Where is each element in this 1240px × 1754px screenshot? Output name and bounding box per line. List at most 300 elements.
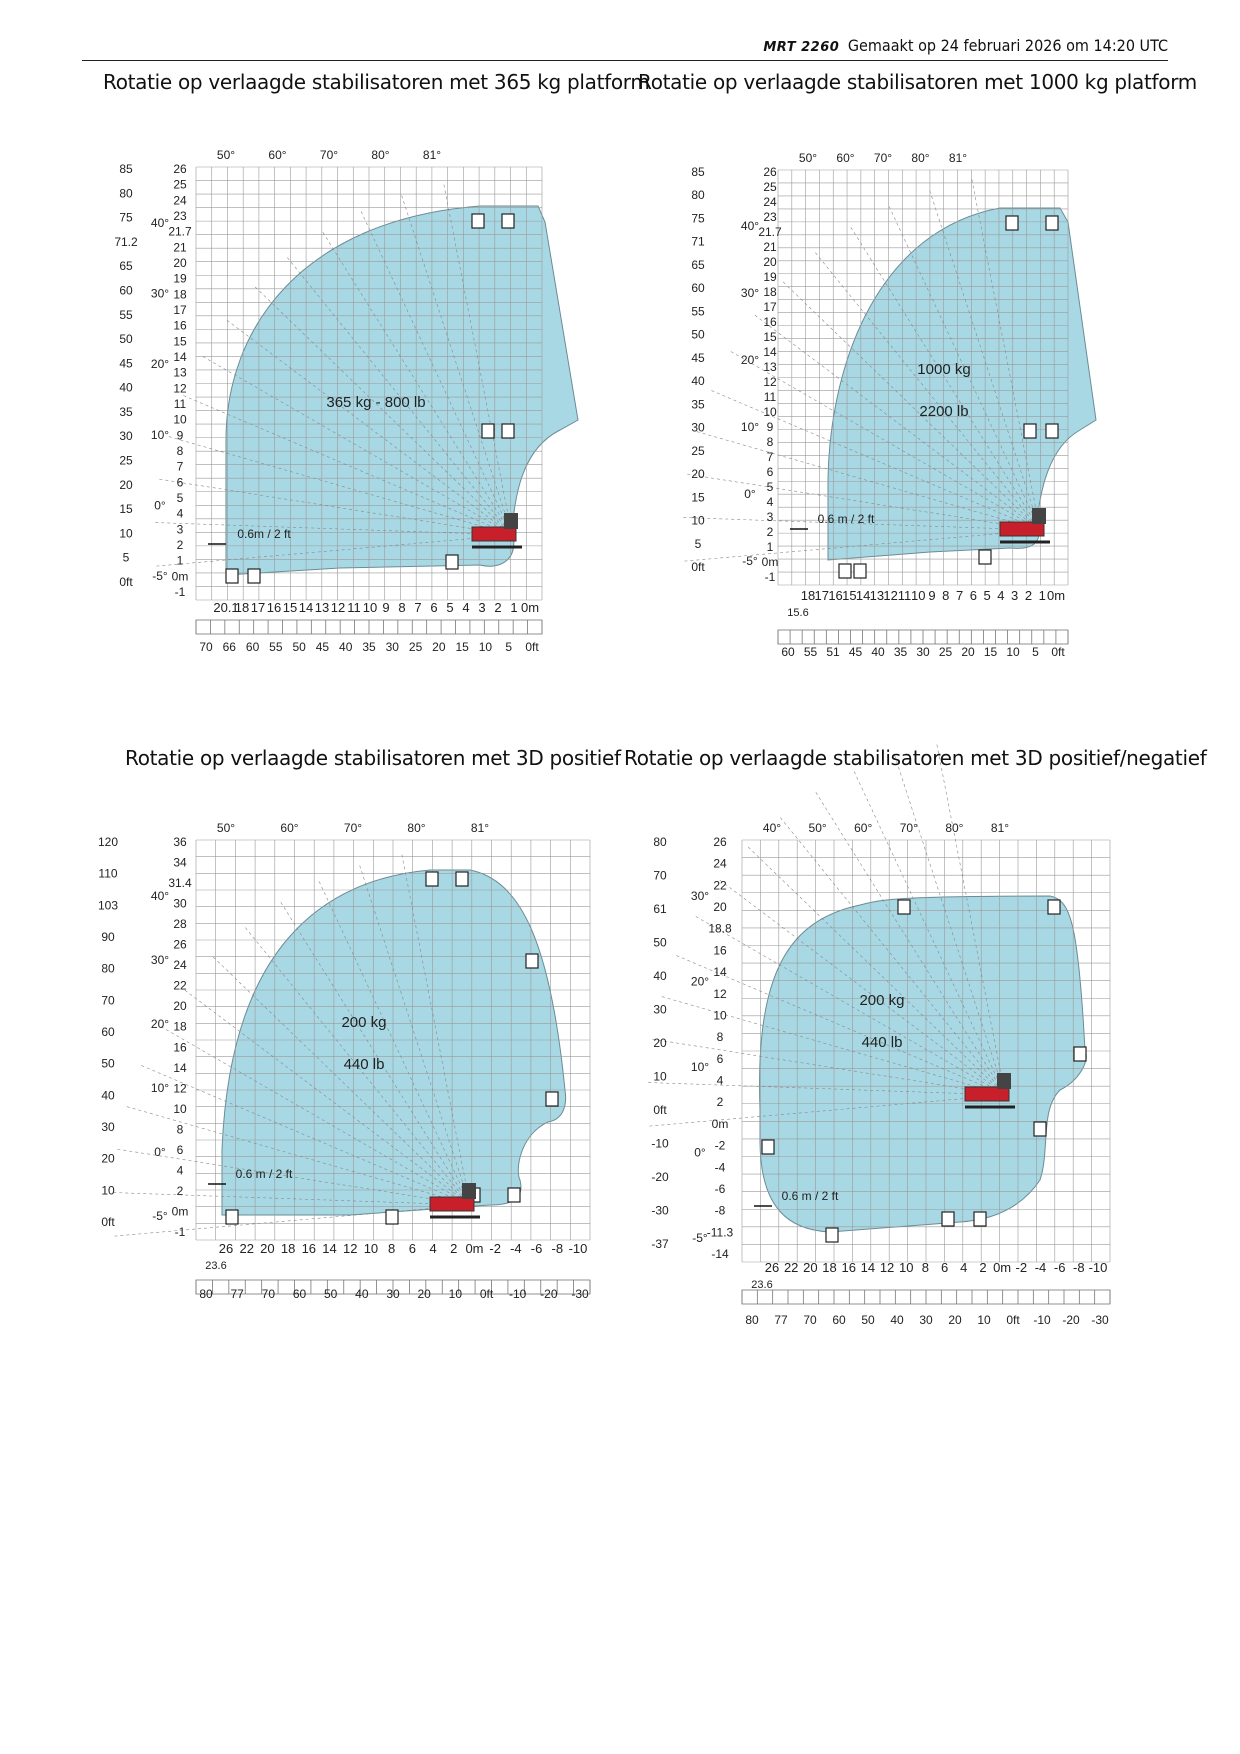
y-tick-ft-label: 55 — [119, 307, 133, 322]
angle-top-label: 50° — [216, 148, 236, 162]
y-tick-ft-label: 25 — [691, 443, 705, 458]
chart-4 — [645, 742, 1110, 1327]
y-tick-ft-label: 5 — [694, 536, 702, 551]
angle-left-label: 30° — [150, 953, 170, 967]
platform-cage-icon — [426, 872, 438, 886]
x-tick-ft-label: 50 — [292, 640, 306, 654]
y-tick-m-label: 9 — [766, 420, 774, 434]
x-tick-m-label: 20.1 — [213, 600, 239, 615]
y-tick-m-label: 20 — [763, 255, 777, 269]
x-tick-ft-label: 55 — [269, 640, 283, 654]
y-tick-ft-label: 61 — [653, 902, 667, 916]
telehandler-cab — [997, 1073, 1011, 1089]
x-tick-m-label: 0m — [993, 1260, 1012, 1275]
x-tick-ft-label: 60 — [245, 640, 260, 654]
angle-top-label: 81° — [470, 821, 490, 835]
x-tick-ft-label: 51 — [826, 645, 840, 659]
x-tick-m-label: 22 — [783, 1260, 799, 1275]
x-tick-m-label: 16 — [828, 588, 843, 603]
x-tick-m-label: 10 — [362, 600, 378, 615]
x-tick-ft-label: 10 — [977, 1313, 991, 1327]
y-tick-m-label: -1 — [174, 585, 186, 599]
platform-cage-icon — [502, 214, 514, 228]
y-tick-ft-label: 10 — [101, 1183, 115, 1198]
x-tick-ft-label: -10 — [1033, 1313, 1051, 1327]
x-tick-ft-label: 40 — [890, 1313, 904, 1327]
created-date: Gemaakt op 24 februari 2026 om 14:20 UTC — [847, 36, 1168, 55]
angle-top-label: 60° — [836, 151, 855, 165]
x-tick-m-label: -6 — [530, 1241, 543, 1256]
y-tick-m-label: 3 — [176, 522, 184, 537]
y-tick-ft-label: 71.2 — [114, 234, 138, 249]
y-tick-m-label: 30 — [173, 896, 187, 911]
angle-left-label: 20° — [150, 1017, 170, 1031]
x-tick-m-label: 12 — [330, 600, 346, 615]
angle-left-label: -5° — [152, 1209, 168, 1223]
x-tick-m-label: 9 — [382, 600, 390, 615]
y-tick-m-label: -1 — [174, 1225, 186, 1239]
y-tick-ft-label: 80 — [691, 188, 705, 203]
platform-cage-icon — [1034, 1122, 1046, 1136]
x-tick-m-label: 14 — [860, 1260, 876, 1275]
y-tick-ft-label: 80 — [101, 961, 115, 976]
angle-left-label: 20° — [740, 353, 760, 367]
y-tick-m-label: 4 — [716, 1073, 724, 1088]
x-tick-ft-label: 50 — [861, 1313, 875, 1327]
angle-top-label: 60° — [854, 821, 873, 835]
x-tick-ft-label: 10 — [1006, 645, 1020, 659]
platform-cage-icon — [762, 1140, 774, 1154]
y-tick-m-label: 1 — [766, 540, 774, 554]
y-tick-ft-label: 45 — [119, 356, 133, 371]
capacity-label: 1000 kg — [917, 361, 971, 378]
y-tick-ft-label: -20 — [651, 1170, 669, 1184]
angle-left-label: 40° — [150, 889, 170, 903]
x-tick-m-label: 6 — [408, 1241, 416, 1256]
x-tick-ft-label: 35 — [362, 640, 376, 654]
y-tick-ft-label: 35 — [119, 404, 133, 419]
platform-cage-icon — [898, 900, 910, 914]
x-tick-ft-label: 15 — [455, 640, 469, 654]
y-tick-ft-label: 70 — [101, 993, 115, 1008]
angle-top-label: 80° — [371, 148, 390, 162]
x-tick-ft-label: 35 — [893, 645, 908, 659]
x-tick-ft-label: 77 — [230, 1287, 244, 1301]
x-tick-m-label: 20 — [803, 1260, 818, 1275]
x-tick-ft-label: 0ft — [479, 1287, 494, 1301]
angle-top-label: 60° — [268, 148, 287, 162]
y-tick-ft-label: 75 — [119, 210, 133, 225]
y-tick-m-label: 16 — [173, 1040, 187, 1055]
x-tick-m-label: 1 — [510, 600, 518, 615]
x-tick-m-label: -10 — [568, 1241, 588, 1256]
y-tick-m-label: 22 — [173, 978, 187, 993]
x-tick-m-label: -4 — [1034, 1260, 1047, 1275]
y-tick-m-label: 24 — [173, 958, 187, 973]
x-tick-ft-label: 45 — [315, 640, 330, 654]
y-tick-m-label: 9 — [176, 428, 184, 443]
x-tick-m-label: 14 — [298, 600, 314, 615]
x-tick-m-label: 4 — [997, 588, 1005, 603]
y-tick-ft-label: 90 — [101, 930, 115, 944]
x-tick-m-label: 6 — [430, 600, 438, 615]
y-tick-ft-label: 110 — [98, 866, 118, 881]
x-tick-ft-label: 5 — [505, 640, 513, 654]
offset-label: 0.6m / 2 ft — [237, 527, 291, 541]
y-tick-m-label: 8 — [176, 1122, 184, 1137]
y-tick-m-label: 26 — [173, 937, 187, 952]
y-tick-ft-label: 65 — [691, 257, 705, 272]
platform-cage-icon — [1046, 216, 1058, 230]
x-tick-ft-label: 80 — [745, 1313, 759, 1327]
telehandler-body — [965, 1087, 1009, 1101]
y-tick-m-label: 19 — [173, 271, 187, 286]
y-tick-m-label: 26 — [173, 162, 187, 176]
x-tick-m-label: 4 — [462, 600, 470, 615]
capacity-label: 200 kg — [859, 992, 905, 1009]
chart-3 — [98, 821, 590, 1301]
y-tick-m-label: 14 — [713, 965, 727, 980]
y-tick-ft-label: 60 — [691, 281, 705, 296]
x-tick-ft-label: 66 — [222, 640, 236, 654]
angle-top-label: 70° — [873, 151, 893, 165]
y-tick-m-label: 24 — [173, 193, 187, 208]
x-tick-ft-label: 50 — [323, 1287, 338, 1301]
platform-cage-icon — [1074, 1047, 1086, 1061]
platform-cage-icon — [482, 424, 494, 438]
x-tick-m-label: 5 — [446, 600, 454, 615]
y-tick-m-label: 23 — [173, 209, 187, 223]
angle-top-label: 50° — [216, 821, 236, 835]
angle-top-label: 81° — [948, 151, 968, 165]
x-tick-ft-label: -10 — [508, 1287, 527, 1301]
x-tick-m-label: 18 — [234, 600, 250, 615]
x-tick-ft-label: 0ft — [525, 640, 539, 654]
y-tick-m-label: 25 — [173, 177, 187, 192]
x-tick-m-label: 7 — [414, 600, 422, 615]
y-tick-ft-label: 10 — [653, 1069, 667, 1084]
x-tick-m-label: 4 — [429, 1241, 437, 1256]
x-tick-m-label: 22 — [239, 1241, 254, 1256]
x-tick-m-label: 20 — [260, 1241, 275, 1256]
x-tick-m-label: -8 — [551, 1241, 564, 1256]
platform-cage-icon — [386, 1210, 398, 1224]
y-tick-ft-label: 0ft — [119, 575, 133, 589]
y-tick-ft-label: 0ft — [691, 560, 705, 574]
y-tick-ft-label: 30 — [101, 1120, 115, 1134]
angle-top-label: 50° — [798, 151, 818, 165]
y-tick-ft-label: 35 — [691, 397, 705, 412]
y-tick-m-label: 8 — [176, 444, 184, 458]
y-tick-ft-label: 85 — [119, 162, 133, 176]
x-tick-m-label: 2 — [979, 1260, 987, 1275]
x-tick-m-label: -8 — [1073, 1260, 1085, 1275]
y-tick-m-label: -2 — [714, 1138, 726, 1153]
chart-1 — [114, 148, 578, 654]
y-tick-m-label: -4 — [714, 1160, 726, 1175]
y-tick-m-label: 5 — [766, 480, 774, 494]
y-tick-ft-label: 20 — [691, 467, 705, 482]
x-tick-m-label: 18 — [800, 588, 816, 603]
angle-top-label: 70° — [319, 148, 339, 162]
y-tick-m-label: 16 — [713, 943, 727, 958]
x-tick-ft-label: 30 — [385, 640, 399, 654]
telehandler-body — [472, 527, 516, 541]
platform-cage-icon — [979, 550, 991, 564]
y-tick-m-label: 0m — [711, 1116, 729, 1131]
x-tick-m-label: 16 — [841, 1260, 856, 1275]
x-tick-ft-label: 40 — [339, 640, 353, 654]
x-tick-m-label: 15 — [282, 600, 298, 615]
reach-envelope — [222, 870, 566, 1215]
y-tick-m-label: 25 — [763, 180, 777, 194]
y-tick-m-label: 36 — [173, 835, 187, 849]
x-tick-ft-label: 77 — [774, 1313, 788, 1327]
y-tick-m-label: 10 — [173, 1101, 187, 1116]
y-tick-ft-label: 10 — [691, 513, 705, 528]
capacity-label: 2200 lb — [919, 403, 969, 420]
y-tick-ft-label: 10 — [119, 526, 133, 541]
x-tick-m-label: 0m — [465, 1241, 484, 1256]
x-tick-ft-label: -30 — [571, 1287, 589, 1301]
platform-cage-icon — [472, 214, 484, 228]
x-tick-m-label: -2 — [1015, 1260, 1028, 1275]
y-tick-ft-label: 40 — [691, 374, 705, 389]
y-tick-m-label: 11 — [173, 397, 187, 411]
y-tick-ft-label: 55 — [691, 304, 705, 319]
x-tick-m-label: -10 — [1088, 1260, 1108, 1275]
y-tick-m-label: 20 — [173, 999, 187, 1014]
y-tick-m-label: 18.8 — [708, 921, 732, 936]
ft-ruler — [196, 620, 542, 634]
y-tick-m-label: 2 — [716, 1095, 724, 1110]
angle-top-label: 50° — [808, 821, 827, 835]
y-tick-ft-label: 20 — [101, 1151, 115, 1166]
offset-label: 0.6 m / 2 ft — [781, 1189, 839, 1203]
x-tick-ft-label: 30 — [386, 1287, 400, 1301]
y-tick-m-label: 7 — [176, 459, 184, 474]
x-tick-m-label: 8 — [942, 588, 950, 603]
angle-left-label: 30° — [690, 889, 710, 903]
y-tick-ft-label: 40 — [101, 1088, 115, 1103]
platform-cage-icon — [1006, 216, 1018, 230]
angle-left-label: 20° — [690, 974, 710, 989]
y-tick-m-label: 17 — [763, 300, 777, 314]
telehandler-body — [430, 1197, 474, 1211]
y-tick-m-label: 6 — [716, 1051, 724, 1066]
chart-title-1: Rotatie op verlaagde stabilisatoren met 365 kg platform — [103, 70, 650, 94]
platform-cage-icon — [526, 954, 538, 968]
y-tick-m-label: 7 — [766, 450, 774, 464]
angle-left-label: 10° — [150, 1081, 170, 1095]
y-tick-m-label: 11 — [763, 390, 777, 404]
y-tick-ft-label: 50 — [119, 332, 133, 347]
x-tick-ft-label: 20 — [417, 1287, 431, 1301]
y-tick-m-label: -14 — [711, 1247, 729, 1261]
x-tick-ft-label: 80 — [199, 1287, 213, 1301]
y-tick-ft-label: 103 — [97, 898, 119, 913]
x-tick-m-label: 3 — [478, 600, 486, 615]
capacity-label: 440 lb — [861, 1034, 903, 1051]
x-tick-m-label: 14 — [855, 588, 871, 603]
platform-cage-icon — [826, 1228, 838, 1242]
y-tick-m-label: 2 — [176, 538, 184, 552]
offset-label: 0.6 m / 2 ft — [817, 512, 875, 526]
y-tick-ft-label: 30 — [653, 1002, 667, 1017]
ft-ruler — [742, 1290, 1110, 1304]
telehandler-body — [1000, 522, 1044, 536]
angle-left-label: 30° — [740, 286, 760, 300]
platform-cage-icon — [1024, 424, 1036, 438]
x-tick-m-label: 3 — [1011, 588, 1019, 603]
x-tick-m-label: -4 — [510, 1241, 522, 1256]
platform-cage-icon — [1046, 424, 1058, 438]
x-tick-m-label: 6 — [940, 1260, 949, 1275]
y-tick-m-label: 0m — [171, 1204, 189, 1219]
x-tick-m-label: 13 — [314, 600, 330, 615]
y-tick-m-label: 0m — [171, 569, 189, 584]
angle-top-label: 81° — [990, 821, 1010, 835]
telehandler-cab — [462, 1183, 476, 1199]
brand-logo: MRT 2260 — [763, 40, 840, 55]
x-tick-ft-label: 60 — [832, 1313, 846, 1327]
x-tick-ft-label: -30 — [1091, 1313, 1109, 1327]
y-tick-ft-label: 85 — [691, 165, 705, 179]
y-tick-m-label: 12 — [173, 381, 187, 396]
x-tick-ft-label: 25 — [408, 640, 423, 654]
x-tick-m-label: 0m — [1046, 588, 1066, 603]
chart-title-4: Rotatie op verlaagde stabilisatoren met 3D positief/negatief — [624, 746, 1207, 770]
y-tick-m-label: 14 — [173, 1060, 187, 1075]
y-tick-m-label: 2 — [176, 1183, 184, 1198]
x-tick-m-label: 18 — [280, 1241, 296, 1256]
x-tick-ft-label: 40 — [871, 645, 885, 659]
x-tick-ft-label: 15 — [983, 645, 998, 659]
capacity-label: 365 kg - 800 lb — [326, 394, 426, 411]
y-tick-ft-label: -30 — [651, 1203, 669, 1218]
y-tick-m-label: 24 — [713, 856, 727, 871]
y-tick-ft-label: 71 — [691, 234, 705, 249]
chart-2 — [680, 151, 1096, 659]
y-tick-ft-label: 20 — [653, 1036, 667, 1050]
y-tick-m-label: 23 — [763, 210, 777, 224]
y-tick-m-label: 6 — [176, 475, 184, 490]
y-tick-m-label: 22 — [713, 878, 727, 893]
y-tick-m-label: 31.4 — [168, 876, 192, 891]
y-tick-m-label: 10 — [763, 405, 777, 419]
x-tick-m-label: 11 — [897, 588, 912, 603]
y-tick-m-label: 19 — [763, 270, 777, 284]
y-tick-m-label: 6 — [766, 465, 774, 479]
angle-left-label: 20° — [150, 357, 170, 372]
angle-top-label: 80° — [911, 151, 930, 165]
y-tick-ft-label: 45 — [691, 350, 705, 365]
y-tick-m-label: 13 — [173, 365, 187, 380]
x-tick-m-label: 18 — [822, 1260, 837, 1275]
y-tick-ft-label: 50 — [691, 327, 705, 342]
angle-top-label: 81° — [422, 148, 442, 162]
x-tick-m-extra-label: 15.6 — [787, 607, 809, 619]
y-tick-m-label: 3 — [766, 510, 774, 524]
x-tick-m-label: 12 — [343, 1241, 358, 1256]
x-tick-ft-label: 60 — [781, 645, 795, 659]
platform-cage-icon — [546, 1092, 558, 1106]
y-tick-m-label: 12 — [713, 986, 727, 1001]
angle-top-label: 80° — [945, 821, 964, 835]
x-tick-ft-label: 30 — [919, 1313, 933, 1327]
y-tick-m-label: 6 — [176, 1142, 184, 1157]
y-tick-m-label: 10 — [173, 412, 187, 427]
platform-cage-icon — [974, 1212, 986, 1226]
y-tick-m-label: 21.7 — [758, 225, 782, 239]
chart-title-3: Rotatie op verlaagde stabilisatoren met 3D positief — [125, 746, 621, 770]
x-tick-m-label: 15 — [842, 588, 857, 603]
angle-left-label: 0° — [154, 1145, 166, 1159]
x-tick-m-label: 8 — [398, 600, 406, 615]
capacity-label: 200 kg — [341, 1014, 387, 1031]
x-tick-ft-label: 70 — [199, 640, 213, 654]
y-tick-m-label: 14 — [763, 345, 777, 359]
angle-top-label: 40° — [762, 821, 782, 835]
y-tick-m-label: 10 — [713, 1008, 727, 1023]
telehandler-cab — [504, 513, 518, 529]
y-tick-ft-label: 20 — [119, 477, 133, 492]
x-tick-m-label: 12 — [879, 1260, 895, 1275]
x-tick-m-label: -2 — [489, 1241, 501, 1256]
platform-cage-icon — [508, 1188, 520, 1202]
x-tick-m-label: 14 — [322, 1241, 337, 1256]
angle-top-label: 70° — [343, 821, 363, 835]
y-tick-ft-label: 80 — [653, 835, 667, 849]
y-tick-m-label: 0m — [761, 555, 779, 569]
x-tick-m-label: 10 — [910, 588, 926, 603]
platform-cage-icon — [1048, 900, 1060, 914]
x-tick-m-label: 11 — [347, 600, 361, 615]
y-tick-ft-label: 80 — [119, 186, 133, 201]
x-tick-m-label: 12 — [883, 588, 898, 603]
angle-left-label: 10° — [150, 427, 170, 442]
y-tick-m-label: 18 — [173, 287, 187, 302]
y-tick-m-label: 5 — [176, 491, 184, 505]
platform-cage-icon — [446, 555, 458, 569]
x-tick-m-label: 2 — [450, 1241, 458, 1256]
x-tick-ft-label: 45 — [848, 645, 863, 659]
platform-cage-icon — [226, 569, 238, 583]
angle-top-label: 70° — [899, 821, 918, 835]
x-tick-ft-label: 20 — [961, 645, 975, 659]
x-tick-m-label: 16 — [266, 600, 282, 615]
y-tick-m-label: 15 — [763, 330, 777, 344]
y-tick-ft-label: 50 — [653, 935, 667, 950]
y-tick-m-label: -6 — [714, 1181, 726, 1196]
x-tick-ft-label: 70 — [261, 1287, 276, 1301]
y-tick-ft-label: 40 — [119, 380, 133, 395]
platform-cage-icon — [502, 424, 514, 438]
angle-left-label: 0° — [154, 498, 166, 513]
y-tick-m-label: 26 — [763, 165, 777, 179]
platform-cage-icon — [839, 564, 851, 578]
y-tick-m-label: 17 — [173, 303, 187, 317]
y-tick-m-label: 34 — [173, 855, 187, 870]
platform-cage-icon — [226, 1210, 238, 1224]
x-tick-ft-label: 0ft — [1006, 1313, 1020, 1327]
reach-envelope — [226, 206, 578, 575]
y-tick-ft-label: 0ft — [101, 1215, 115, 1229]
y-tick-ft-label: 60 — [101, 1025, 115, 1039]
x-tick-ft-label: 30 — [916, 645, 930, 659]
x-tick-ft-label: 40 — [355, 1287, 369, 1301]
y-tick-ft-label: 40 — [653, 969, 667, 983]
